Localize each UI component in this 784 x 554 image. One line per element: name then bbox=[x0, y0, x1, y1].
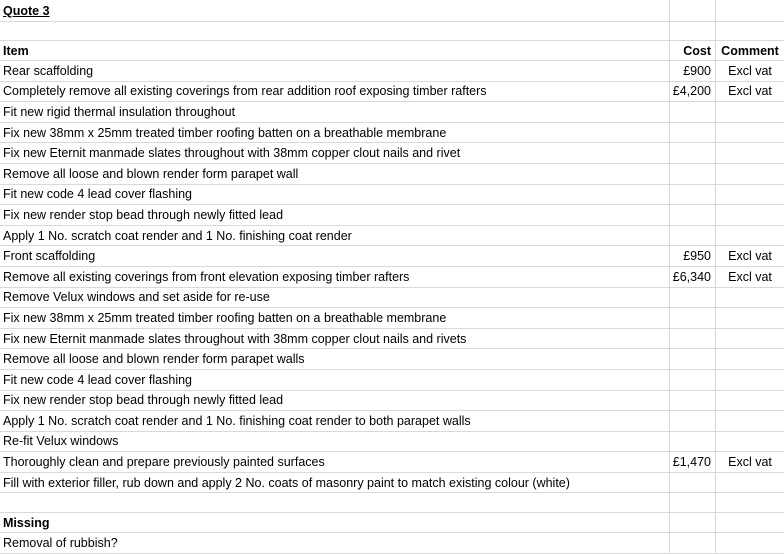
table-row bbox=[0, 370, 784, 391]
cost-cell: £950 bbox=[670, 246, 716, 266]
comment-cell: Excl vat bbox=[728, 84, 772, 99]
cost-cell bbox=[670, 473, 716, 493]
item-cell: Apply 1 No. scratch coat render and 1 No. finishing coat render bbox=[0, 226, 670, 246]
missing-item-row bbox=[0, 533, 784, 554]
cost-cell: £6,340 bbox=[670, 267, 716, 287]
cost-cell bbox=[670, 329, 716, 349]
comment-cell bbox=[716, 329, 784, 349]
comment-cell bbox=[716, 349, 784, 369]
table-row bbox=[0, 432, 784, 453]
item-cell: Completely remove all existing coverings from rear addition roof exposing timber rafters bbox=[0, 82, 670, 102]
comment-cell bbox=[716, 143, 784, 163]
missing-header-row bbox=[0, 513, 784, 533]
item-cell: Front scaffolding bbox=[0, 246, 670, 266]
cost-cell: £4,200 bbox=[670, 82, 716, 102]
cost-cell bbox=[670, 432, 716, 452]
table-row bbox=[0, 185, 784, 206]
cost-cell: £1,470 bbox=[670, 452, 716, 472]
item-cell: Fit new code 4 lead cover flashing bbox=[0, 185, 670, 205]
item-cell: Fit new rigid thermal insulation throughout bbox=[0, 102, 670, 122]
table-row bbox=[0, 226, 784, 247]
item-cell: Remove all existing coverings from front elevation exposing timber rafters bbox=[0, 267, 670, 287]
comment-cell bbox=[716, 164, 784, 184]
cost-cell bbox=[670, 391, 716, 411]
cost-cell bbox=[670, 185, 716, 205]
table-row bbox=[0, 308, 784, 329]
comment-cell: Excl vat bbox=[728, 455, 772, 470]
cost-cell bbox=[670, 143, 716, 163]
cost-cell bbox=[670, 308, 716, 328]
header-row bbox=[0, 41, 784, 61]
table-row bbox=[0, 473, 784, 494]
comment-cell bbox=[716, 123, 784, 143]
comment-cell bbox=[716, 432, 784, 452]
item-cell: Thoroughly clean and prepare previously painted surfaces bbox=[0, 452, 670, 472]
spacer-row bbox=[0, 493, 784, 513]
table-row bbox=[0, 349, 784, 370]
table-row bbox=[0, 82, 784, 103]
item-cell: Remove Velux windows and set aside for re-use bbox=[0, 288, 670, 308]
cost-header: Cost bbox=[670, 41, 716, 60]
comment-cell bbox=[716, 102, 784, 122]
table-row bbox=[0, 143, 784, 164]
item-cell: Re-fit Velux windows bbox=[0, 432, 670, 452]
table-row bbox=[0, 102, 784, 123]
comment-cell bbox=[716, 473, 784, 493]
spacer-row bbox=[0, 22, 784, 41]
cost-cell bbox=[670, 226, 716, 246]
comment-header: Comment bbox=[721, 43, 779, 58]
comment-cell bbox=[716, 370, 784, 390]
table-row bbox=[0, 61, 784, 82]
comment-cell: Excl vat bbox=[728, 249, 772, 264]
item-cell: Fix new 38mm x 25mm treated timber roofing batten on a breathable membrane bbox=[0, 123, 670, 143]
comment-cell bbox=[716, 205, 784, 225]
item-cell: Apply 1 No. scratch coat render and 1 No. finishing coat render to both parapet walls bbox=[0, 411, 670, 431]
comment-cell bbox=[716, 185, 784, 205]
comment-cell bbox=[716, 411, 784, 431]
table-row bbox=[0, 329, 784, 350]
cost-cell bbox=[670, 123, 716, 143]
cost-cell bbox=[670, 288, 716, 308]
table-row bbox=[0, 164, 784, 185]
item-cell: Fix new Eternit manmade slates throughout with 38mm copper clout nails and rivet bbox=[0, 143, 670, 163]
quote-title: Quote 3 bbox=[0, 0, 670, 21]
item-cell: Fix new Eternit manmade slates throughout with 38mm copper clout nails and rivets bbox=[0, 329, 670, 349]
table-row bbox=[0, 411, 784, 432]
table-row bbox=[0, 267, 784, 288]
cost-cell bbox=[670, 370, 716, 390]
comment-cell: Excl vat bbox=[728, 63, 772, 78]
missing-label: Missing bbox=[0, 513, 670, 532]
item-cell: Fit new code 4 lead cover flashing bbox=[0, 370, 670, 390]
table-row bbox=[0, 391, 784, 412]
item-cell: Fix new render stop bead through newly fitted lead bbox=[0, 391, 670, 411]
comment-cell bbox=[716, 308, 784, 328]
item-cell: Fill with exterior filler, rub down and apply 2 No. coats of masonry paint to match existing colour (white) bbox=[0, 473, 670, 493]
table-row bbox=[0, 452, 784, 473]
comment-cell bbox=[716, 226, 784, 246]
item-cell: Fix new render stop bead through newly fitted lead bbox=[0, 205, 670, 225]
item-cell: Remove all loose and blown render form parapet walls bbox=[0, 349, 670, 369]
cost-cell bbox=[670, 411, 716, 431]
table-row bbox=[0, 205, 784, 226]
item-rows bbox=[0, 61, 784, 493]
item-cell: Rear scaffolding bbox=[0, 61, 670, 81]
table-row bbox=[0, 246, 784, 267]
missing-item: Removal of rubbish? bbox=[0, 533, 670, 553]
comment-cell bbox=[716, 288, 784, 308]
table-row bbox=[0, 288, 784, 309]
title-row bbox=[0, 0, 784, 22]
comment-cell bbox=[716, 391, 784, 411]
cost-cell bbox=[670, 349, 716, 369]
cost-cell bbox=[670, 205, 716, 225]
comment-cell: Excl vat bbox=[728, 269, 772, 284]
item-cell: Remove all loose and blown render form parapet wall bbox=[0, 164, 670, 184]
item-cell: Fix new 38mm x 25mm treated timber roofing batten on a breathable membrane bbox=[0, 308, 670, 328]
table-row bbox=[0, 123, 784, 144]
item-header: Item bbox=[0, 41, 670, 60]
cost-cell: £900 bbox=[670, 61, 716, 81]
cost-cell bbox=[670, 102, 716, 122]
cost-cell bbox=[670, 164, 716, 184]
